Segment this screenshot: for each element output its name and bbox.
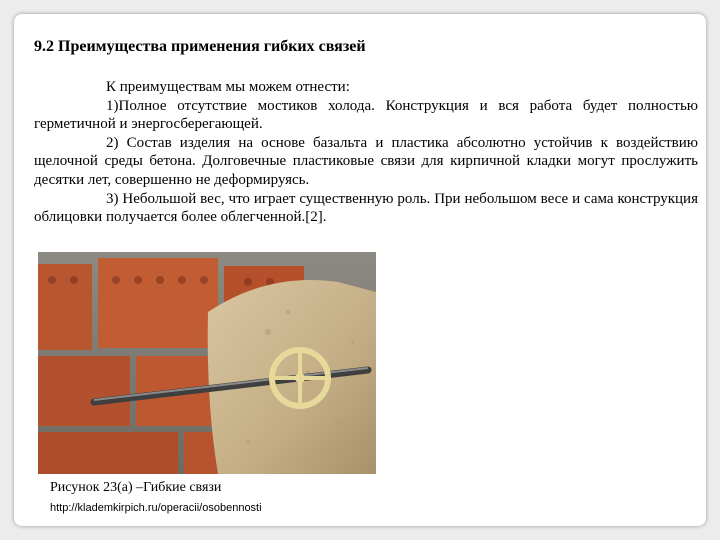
paragraph-3: 3) Небольшой вес, что играет существенную роль. При небольшом весе и сама конструкция облицовки получается более облегченной.[2].	[34, 190, 698, 226]
figure-caption: Рисунок 23(а) –Гибкие связи	[50, 480, 222, 495]
body-text	[34, 78, 698, 227]
figure-source-link[interactable]: http://klademkirpich.ru/operacii/osobennosti	[50, 502, 262, 514]
paragraph-intro: К преимуществам мы можем отнести:	[106, 79, 350, 95]
slide-title: 9.2 Преимущества применения гибких связей	[34, 38, 366, 55]
slide	[14, 14, 706, 526]
paragraph-1: 1)Полное отсутствие мостиков холода. Конструкция и вся работа будет полностью герметичной и энергосберегающей.	[34, 97, 698, 133]
paragraph-2: 2) Состав изделия на основе базальта и пластика абсолютно устойчив к воздействию щелочной среды бетона. Долговечные пластиковые связи для кирпичной кладки могут прослужить десятки лет, совершенно не деформируясь.	[34, 134, 698, 188]
photo-illustration	[38, 252, 376, 474]
flexible-ties-photo	[38, 252, 376, 474]
